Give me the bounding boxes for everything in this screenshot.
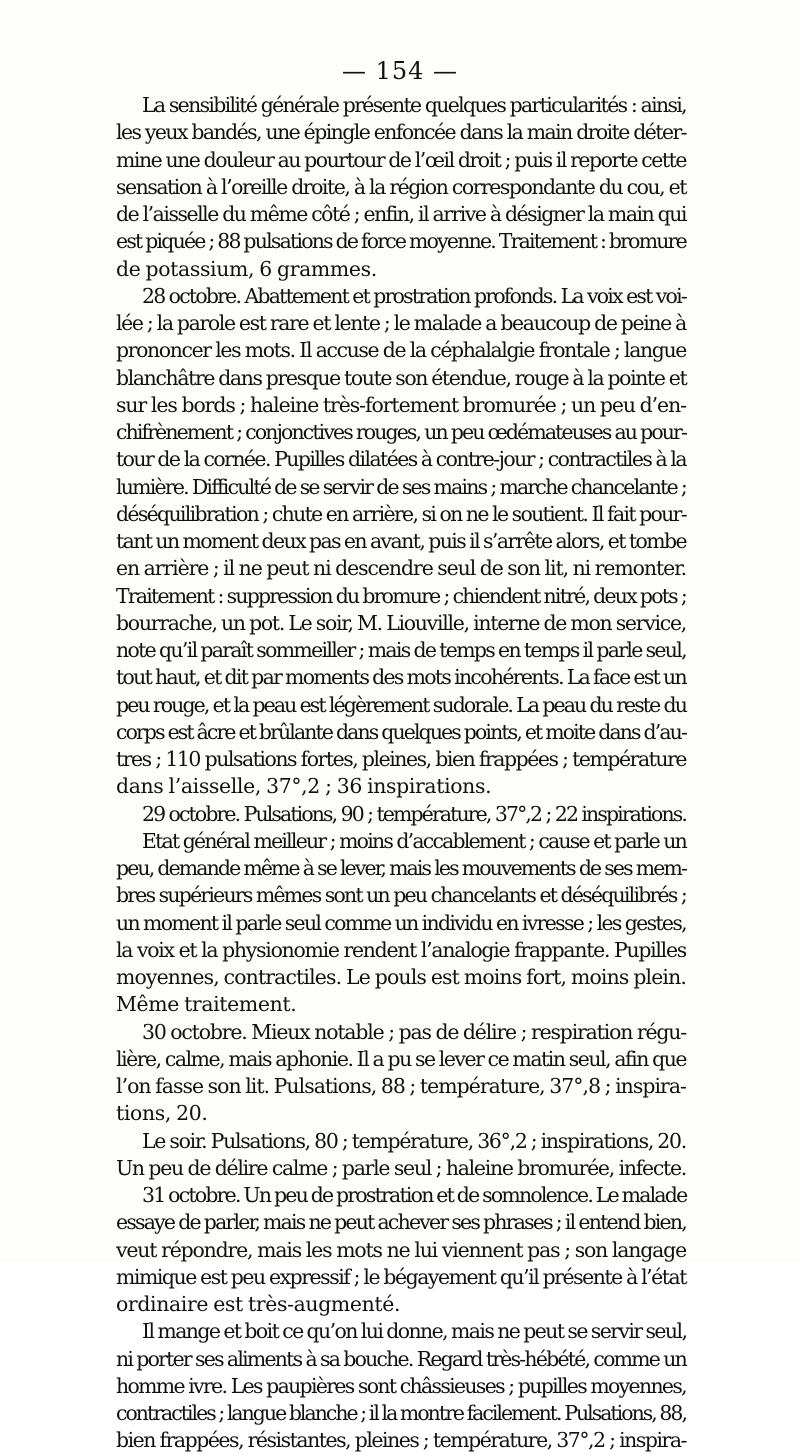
text-line: essaye de parler, mais ne peut achever ses phrases ; il entend bien, xyxy=(116,1210,686,1235)
text-line: déséquilibration ; chute en arrière, si on ne le soutient. Il fait pour- xyxy=(116,501,686,526)
text-line: contractiles ; langue blanche ; il la montre facilement. Pulsations, 88, xyxy=(116,1401,686,1425)
text-line: mimique est peu expressif ; le bégayement qu’il présente à l’état xyxy=(116,1264,686,1289)
text-line: l’on fasse son lit. Pulsations, 88 ; température, 37°,8 ; inspira- xyxy=(116,1074,686,1098)
text-line: tions, 20. xyxy=(116,1101,208,1126)
text-line: Il mange et boit ce qu’on lui donne, mais ne peut se servir seul, xyxy=(142,1319,687,1344)
text-line: veut répondre, mais les mots ne lui viennent pas ; son langage xyxy=(116,1237,686,1262)
text-line: sensation à l’oreille droite, à la région correspondante du cou, et xyxy=(116,174,686,199)
text-line: La sensibilité générale présente quelques particularités : ainsi, xyxy=(142,93,686,117)
text-line: Le soir. Pulsations, 80 ; température, 36°,2 ; inspirations, 20. xyxy=(142,1128,686,1153)
text-line: est piquée ; 88 pulsations de force moyenne. Traitement : bromure xyxy=(116,229,686,254)
text-line: ni porter ses aliments à sa bouche. Regard très-hébété, comme un xyxy=(116,1346,686,1371)
text-line: 31 octobre. Un peu de prostration et de somnolence. Le malade xyxy=(142,1183,687,1207)
page-number: — 154 — xyxy=(341,57,459,85)
text-line: un moment il parle seul comme un individu en ivresse ; les gestes, xyxy=(116,910,686,935)
text-line: tout haut, et dit par moments des mots incohérents. La face est un xyxy=(116,665,686,690)
text-line: ordinaire est très-augmenté. xyxy=(116,1292,401,1316)
text-line: corps est âcre et brûlante dans quelques points, et moite dans d’au- xyxy=(116,719,686,744)
text-line: lumière. Difficulté de se servir de ses mains ; marche chancelante ; xyxy=(116,474,686,499)
text-line: sur les bords ; haleine très-fortement bromurée ; un peu d’en- xyxy=(116,392,686,417)
text-line: peu rouge, et la peau est légèrement sudorale. La peau du reste du xyxy=(116,692,686,717)
text-line: tour de la cornée. Pupilles dilatées à contre-jour ; contractiles à la xyxy=(116,447,686,472)
text-line: bien frappées, résistantes, pleines ; température, 37°,2 ; inspira- xyxy=(116,1428,686,1453)
text-line: Même traitement. xyxy=(116,992,297,1017)
text-line: bourrache, un pot. Le soir, M. Liouville, interne de mon service, xyxy=(116,610,686,635)
text-line: blanchâtre dans presque toute son étendue, rouge à la pointe et xyxy=(116,365,687,390)
text-line: dans l’aisselle, 37°,2 ; 36 inspirations. xyxy=(116,774,492,799)
text-line: Etat général meilleur ; moins d’accablement ; cause et parle un xyxy=(142,828,686,853)
text-line: la voix et la physionomie rendent l’analogie frappante. Pupilles xyxy=(116,937,686,962)
text-line: Traitement : suppression du bromure ; chiendent nitré, deux pots ; xyxy=(116,583,686,608)
text-line: 29 octobre. Pulsations, 90 ; température, 37°,2 ; 22 inspirations. xyxy=(142,801,686,826)
text-line: prononcer les mots. Il accuse de la céphalalgie frontale ; langue xyxy=(116,338,686,363)
text-line: de l’aisselle du même côté ; enfin, il arrive à désigner la main qui xyxy=(116,202,686,226)
text-line: lée ; la parole est rare et lente ; le malade a beaucoup de peine à xyxy=(116,311,686,335)
text-line: 30 octobre. Mieux notable ; pas de délire ; respiration régu- xyxy=(142,1019,686,1044)
text-line: les yeux bandés, une épingle enfoncée dans la main droite déter- xyxy=(116,120,686,145)
text-line: tant un moment deux pas en avant, puis il s’arrête alors, et tombe xyxy=(116,529,687,553)
text-line: de potassium, 6 grammes. xyxy=(116,256,377,281)
text-line: mine une douleur au pourtour de l’œil droit ; puis il reporte cette xyxy=(116,147,686,172)
body-text xyxy=(116,92,686,1455)
text-line: Un peu de délire calme ; parle seul ; haleine bromurée, infecte. xyxy=(116,1155,686,1180)
text-line: note qu’il paraît sommeiller ; mais de temps en temps il parle seul, xyxy=(116,638,686,662)
text-line: bres supérieurs mêmes sont un peu chancelants et déséquilibrés ; xyxy=(116,883,686,908)
text-line: tres ; 110 pulsations fortes, pleines, bien frappées ; température xyxy=(116,747,686,771)
text-line: lière, calme, mais aphonie. Il a pu se lever ce matin seul, afin que xyxy=(116,1046,686,1071)
text-line: homme ivre. Les paupières sont châssieuses ; pupilles moyennes, xyxy=(116,1373,686,1398)
text-line: moyennes, contractiles. Le pouls est moins fort, moins plein. xyxy=(116,965,686,989)
text-line: 28 octobre. Abattement et prostration profonds. La voix est voi- xyxy=(142,283,686,308)
text-line: en arrière ; il ne peut ni descendre seul de son lit, ni remonter. xyxy=(116,556,686,581)
text-line: peu, demande même à se lever, mais les mouvements de ses mem- xyxy=(116,856,686,880)
text-line: chifrènement ; conjonctives rouges, un peu œdémateuses au pour- xyxy=(116,420,686,444)
